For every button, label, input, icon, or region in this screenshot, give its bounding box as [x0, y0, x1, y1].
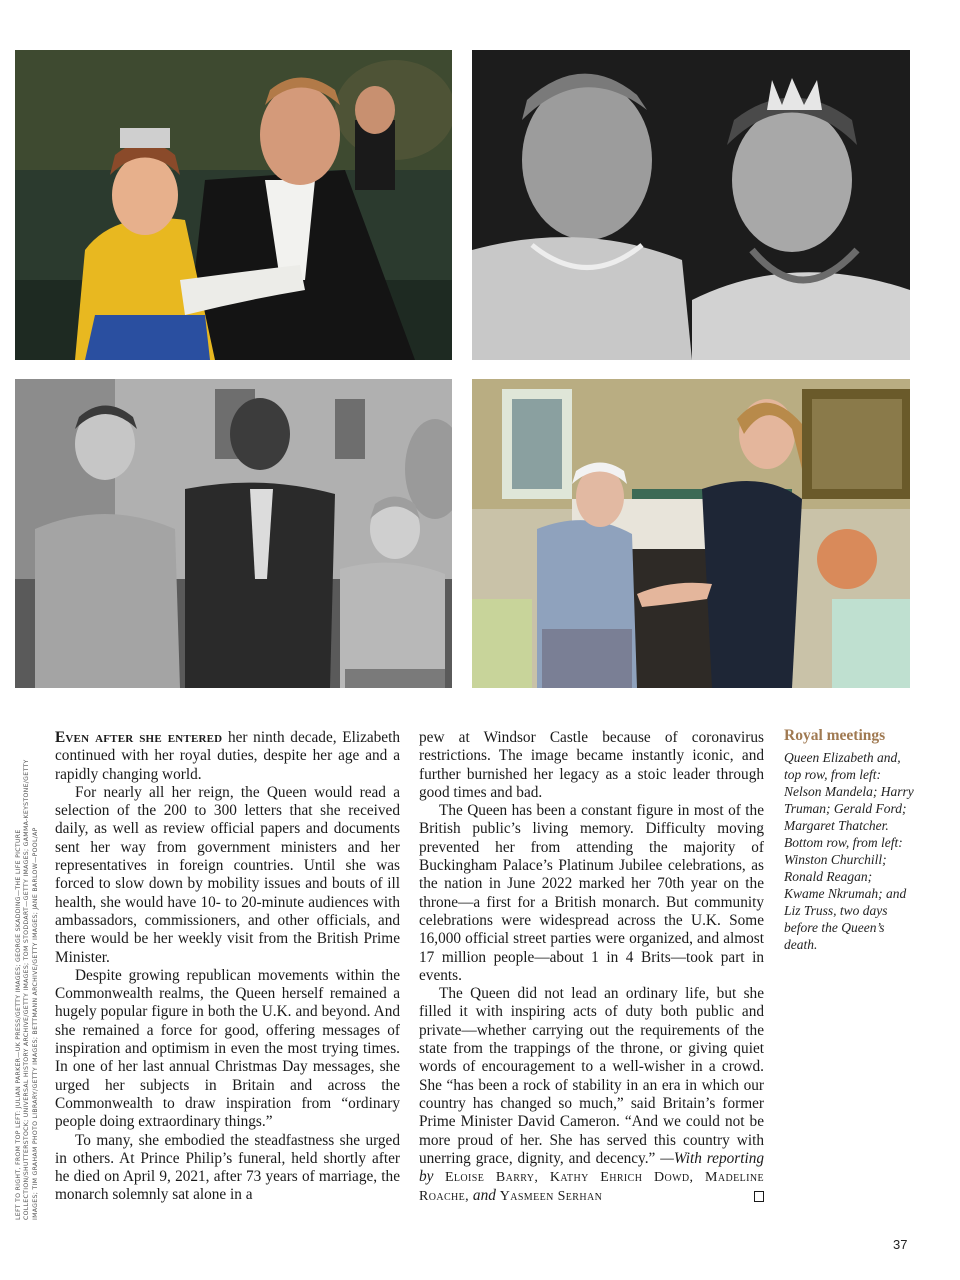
last-reporter: Yasmeen Serhan — [499, 1189, 603, 1205]
paragraph-1-text: her ninth decade, Elizabeth continued with her royal duties, despite her age and a rapidly changing world. — [55, 729, 400, 783]
caption-sidebar — [784, 727, 914, 953]
paragraph-6 — [419, 985, 764, 1207]
reporting-label: —With reporting by — [419, 1149, 764, 1186]
paragraph-2: For nearly all her reign, the Queen would read a selection of the 200 to 300 letters that she received daily, as well as review official papers and documents sent her way from government ministers and her representatives in foreign countries. Until she was forced to slow down by mobility issues and bouts of ill health, she would have 10- to 20-minute audiences with ambassadors, commissioners, and other officials, and there would be her weekly visit from the British Prime Minister. — [55, 783, 400, 966]
reporters-and: and — [469, 1187, 500, 1205]
photo-queen-nkrumah — [15, 379, 452, 688]
paragraph-5: The Queen has been a constant figure in most of the British public’s living memory. Difficulty moving prevented her from attending the majority of Buckingham Palace’s Platinum Jubilee celebrations, as the nation in June 2022 marked her 70th year on the throne—a first for a British monarch. But community celebrations were widespread across the U.K. Some 16,000 official street parties were organized, and almost 17 million people—about 1 in 4 Brits—took part in events. — [419, 802, 764, 984]
lead-in: Even after she entered — [55, 729, 223, 746]
end-mark-icon — [754, 1191, 764, 1202]
caption-heading: Royal meetings — [784, 727, 886, 744]
article-column-2 — [419, 729, 764, 1207]
reporters: Eloise Barry, Kathy Ehrich Dowd, Madeline Roache, — [419, 1170, 764, 1205]
article-column-1 — [55, 729, 400, 1205]
photo-credit-text: LEFT TO RIGHT, FROM TOP LEFT: JULIAN PARKER—UK PRESS/GETTY IMAGES; GEORGE SKADDING—THE LIFE PICTURE COLLECTION/SHUTTERSTOCK; UNIVERSAL HISTORY ARCHIVE/GETTY IMAGES; TOM STODDART—GETTY IMAGES; GAMMA-KEYSTONE/GETTY IMAGES; TIM GRAHAM PHOTO LIBRARY/GETTY IMAGES; BETTMANN ARCHIVE/GETTY IMAGES; JANE BARLOW—POOL/AP — [15, 759, 39, 1220]
photo-credit — [15, 735, 57, 1220]
paragraph-1 — [55, 729, 400, 784]
paragraph-4: To many, she embodied the steadfastness she urged in others. At Prince Philip’s funeral, held shortly after he died on April 9, 2021, after 73 years of marriage, the monarch solemnly sat alone in a — [55, 1131, 400, 1204]
paragraph-4-continued: pew at Windsor Castle because of coronavirus restrictions. The image became instantly iconic, and further burnished her legacy as a stoic leader through good times and bad. — [419, 729, 764, 801]
caption-text: Queen Elizabeth and, top row, from left: Nelson Mandela; Harry Truman; Gerald Ford; Margaret Thatcher. Bottom row, from left: Winston Churchill; Ronald Reagan; Kwame Nkrumah; and Liz Truss, two days before the Queen’s death. — [784, 750, 914, 952]
photo-queen-dancing-ford — [15, 50, 452, 360]
paragraph-3: Despite growing republican movements within the Commonwealth realms, the Queen herself remained a hugely popular figure in both the U.K. and beyond. And she remained a force for good, offering messages of inspiration and optimism in even the most trying times. In one of her last annual Christmas Day messages, she urged her subjects in Britain and across the Commonwealth to draw inspiration from “ordinary people doing extraordinary things.” — [55, 966, 400, 1131]
paragraph-6-text: The Queen did not lead an ordinary life, but she filled it with inspiring acts of duty both public and private—whether carrying out the requirements of the state from the trappings of the throne, or giving quiet words of encouragement to a well-wisher in a crowd. She “has been a rock of stability in an era in which our country has changed so much,” said Britain’s former Prime Minister David Cameron. “And we could not be more proud of her. She has served this country with unerring grace, dignity, and decency.” — [419, 985, 764, 1167]
photo-queen-truss — [472, 379, 910, 688]
photo-queen-thatcher — [472, 50, 910, 360]
page-number: 37 — [893, 1237, 908, 1252]
